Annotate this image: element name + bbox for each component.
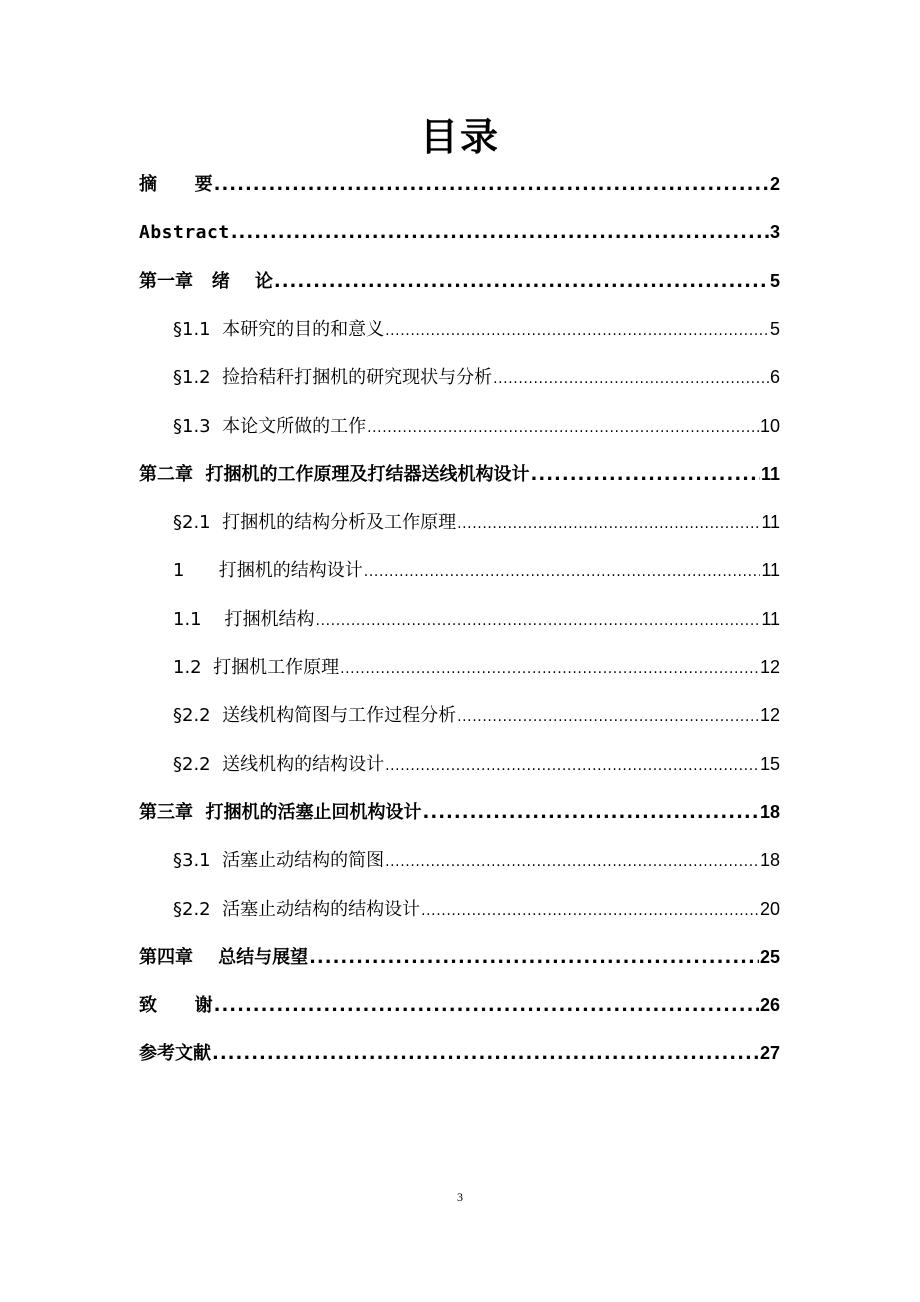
toc-dot-leader (385, 316, 769, 346)
toc-entry-page: 10 (759, 415, 780, 436)
page-title: 目录 (419, 115, 500, 159)
toc-entry[interactable] (139, 1038, 780, 1068)
toc-entry-label: 参考文献 (139, 1043, 211, 1065)
toc-entry-label: §1.1 本研究的目的和意义 (173, 318, 385, 340)
toc-entry[interactable] (173, 700, 780, 730)
toc-entry-page: 27 (759, 1043, 780, 1064)
toc-entry-page: 15 (759, 753, 780, 774)
toc-entry[interactable] (173, 411, 780, 441)
toc-entry[interactable] (173, 555, 780, 585)
toc-entry-page: 3 (769, 222, 780, 243)
toc-dot-leader (214, 991, 759, 1021)
toc-entry-page: 20 (759, 898, 780, 919)
toc-dot-leader (274, 267, 769, 297)
toc-entry[interactable] (173, 507, 780, 537)
toc-dot-leader (457, 509, 760, 539)
toc-entry-page: 11 (760, 463, 780, 484)
toc-entry-page: 12 (759, 657, 780, 677)
toc-entry-label: 致 谢 (139, 995, 213, 1017)
toc-entry[interactable] (139, 990, 780, 1020)
toc-entry-label: §2.2 送线机构的结构设计 (173, 753, 385, 775)
toc-dot-leader (340, 654, 759, 684)
toc-entry-label: 第一章 绪 论 (139, 270, 273, 292)
toc-dot-leader (316, 606, 761, 636)
toc-dot-leader (309, 943, 759, 973)
toc-entry[interactable] (173, 749, 780, 779)
toc-entry[interactable] (173, 894, 780, 924)
toc-entry-label: 摘 要 (139, 174, 213, 195)
toc-entry[interactable] (139, 459, 780, 489)
toc-entry[interactable] (173, 362, 780, 392)
toc-dot-leader (364, 557, 761, 587)
toc-entry-page: 11 (761, 608, 780, 629)
toc-entry-label: Abstract (139, 222, 230, 244)
toc-dot-leader (231, 218, 769, 248)
toc-entry-page: 11 (761, 560, 780, 581)
toc-entry-label: 第四章 总结与展望 (139, 946, 309, 968)
toc-entry-page: 11 (761, 512, 780, 533)
toc-dot-leader (531, 460, 760, 490)
toc-entry[interactable] (139, 942, 780, 972)
toc-dot-leader (421, 896, 759, 926)
toc-dot-leader (385, 847, 759, 877)
toc-entry-page: 18 (759, 801, 780, 822)
toc-entry[interactable] (173, 604, 780, 634)
toc-entry-label: 第三章 打捆机的活塞止回机构设计 (139, 801, 422, 823)
toc-dot-leader (423, 798, 759, 828)
toc-entry-label: 第二章 打捆机的工作原理及打结器送线机构设计 (139, 463, 530, 485)
toc-entry[interactable] (173, 845, 780, 875)
toc-dot-leader (493, 364, 769, 394)
page-number: 3 (457, 1190, 463, 1204)
toc-entry-page: 12 (759, 705, 780, 726)
toc-entry-page: 26 (759, 995, 780, 1016)
toc-entry-label: §1.3 本论文所做的工作 (173, 415, 367, 437)
toc-dot-leader (367, 413, 759, 443)
toc-entry-label: 1.2 打捆机工作原理 (173, 657, 340, 678)
toc-entry-label: §2.2 送线机构简图与工作过程分析 (173, 705, 457, 727)
toc-entry[interactable] (173, 652, 780, 682)
toc-entry-label: 1 打捆机的结构设计 (173, 560, 363, 582)
toc-entry-page: 25 (759, 946, 780, 967)
toc-entry-page: 5 (769, 270, 780, 291)
toc-entry[interactable] (173, 314, 780, 344)
toc-entry[interactable] (139, 797, 780, 827)
toc-entry-label: 1.1 打捆机结构 (173, 608, 315, 630)
toc-entry-page: 18 (759, 850, 780, 871)
toc-entry-page: 2 (769, 174, 780, 194)
toc-entry[interactable] (139, 169, 780, 199)
toc-entry-label: §1.2 捡拾秸秆打捆机的研究现状与分析 (173, 367, 493, 389)
toc-entry-page: 6 (769, 367, 780, 388)
toc-dot-leader (212, 1039, 759, 1069)
toc-entry[interactable] (139, 266, 780, 296)
toc-entry-label: §2.2 活塞止动结构的结构设计 (173, 898, 421, 920)
toc-entry-label: §2.1 打捆机的结构分析及工作原理 (173, 512, 457, 534)
toc-dot-leader (214, 170, 769, 200)
toc-entry[interactable] (139, 217, 780, 247)
toc-entry-label: §3.1 活塞止动结构的简图 (173, 850, 385, 872)
toc-entry-page: 5 (769, 318, 780, 339)
toc-dot-leader (385, 751, 759, 781)
toc-dot-leader (457, 702, 759, 732)
